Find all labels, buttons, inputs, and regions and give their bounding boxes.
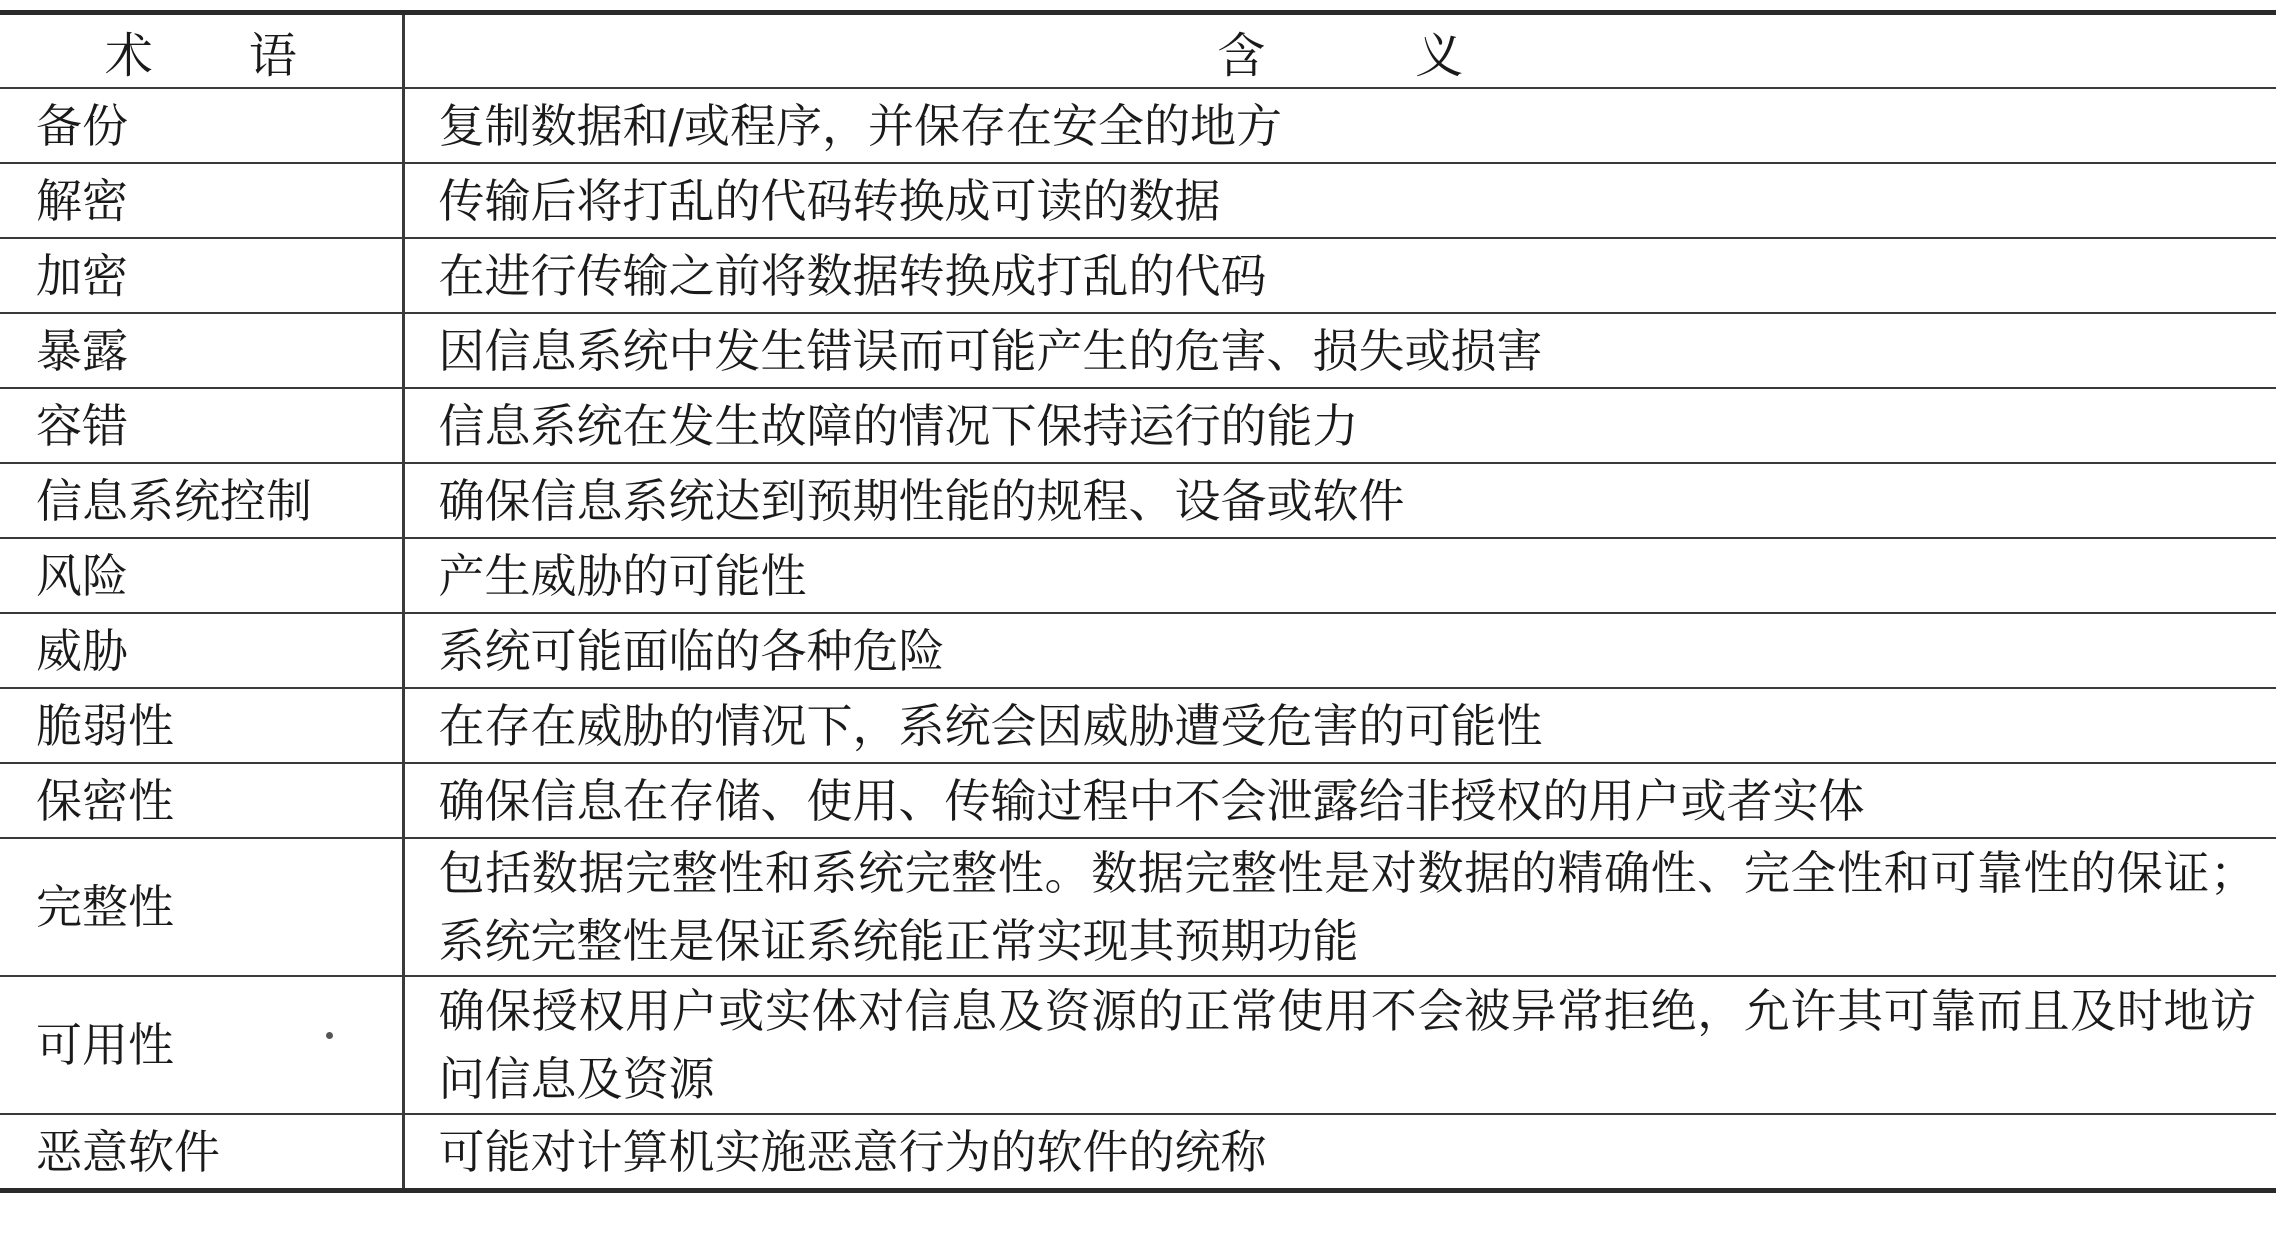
term-cell: 信息系统控制: [0, 463, 403, 538]
meaning-cell: 产生威胁的可能性: [403, 538, 2276, 613]
table-row: [0, 838, 2276, 976]
meaning-cell: 可能对计算机实施恶意行为的软件的统称: [403, 1114, 2276, 1191]
term-cell: 解密: [0, 163, 403, 238]
table-row: [0, 163, 2276, 238]
term-cell: 保密性: [0, 763, 403, 838]
table-body: [0, 88, 2276, 1191]
meaning-cell: 确保信息在存储、使用、传输过程中不会泄露给非授权的用户或者实体: [403, 763, 2276, 838]
meaning-cell: 信息系统在发生故障的情况下保持运行的能力: [403, 388, 2276, 463]
terms-table: [0, 10, 2276, 1193]
term-cell: 容错: [0, 388, 403, 463]
term-cell: 脆弱性: [0, 688, 403, 763]
scan-speck: [326, 1032, 333, 1039]
header-term-label: 术语: [104, 27, 393, 84]
header-meaning-label: 含义: [1217, 27, 1614, 84]
header-row: [0, 13, 2276, 89]
table-row: [0, 976, 2276, 1114]
table-row: [0, 313, 2276, 388]
table-row: [0, 88, 2276, 163]
meaning-cell: 复制数据和/或程序，并保存在安全的地方: [403, 88, 2276, 163]
term-cell: 完整性: [0, 838, 403, 976]
table-row: [0, 1114, 2276, 1191]
meaning-cell: 在存在威胁的情况下，系统会因威胁遭受危害的可能性: [403, 688, 2276, 763]
table-row: [0, 388, 2276, 463]
table-row: [0, 238, 2276, 313]
table-header: [0, 13, 2276, 89]
term-cell: 备份: [0, 88, 403, 163]
header-meaning: [403, 13, 2276, 89]
table-row: [0, 463, 2276, 538]
table-row: [0, 613, 2276, 688]
meaning-cell: 包括数据完整性和系统完整性。数据完整性是对数据的精确性、完全性和可靠性的保证；系统完整性是保证系统能正常实现其预期功能: [403, 838, 2276, 976]
meaning-cell: 在进行传输之前将数据转换成打乱的代码: [403, 238, 2276, 313]
table-row: [0, 763, 2276, 838]
header-term: [0, 13, 403, 89]
meaning-cell: 确保信息系统达到预期性能的规程、设备或软件: [403, 463, 2276, 538]
term-cell: 风险: [0, 538, 403, 613]
term-cell: 威胁: [0, 613, 403, 688]
meaning-cell: 传输后将打乱的代码转换成可读的数据: [403, 163, 2276, 238]
table-row: [0, 688, 2276, 763]
meaning-cell: 因信息系统中发生错误而可能产生的危害、损失或损害: [403, 313, 2276, 388]
term-cell: 可用性: [0, 976, 403, 1114]
term-cell: 暴露: [0, 313, 403, 388]
meaning-cell: 系统可能面临的各种危险: [403, 613, 2276, 688]
table-row: [0, 538, 2276, 613]
meaning-cell: 确保授权用户或实体对信息及资源的正常使用不会被异常拒绝，允许其可靠而且及时地访问信息及资源: [403, 976, 2276, 1114]
term-cell: 加密: [0, 238, 403, 313]
term-cell: 恶意软件: [0, 1114, 403, 1191]
